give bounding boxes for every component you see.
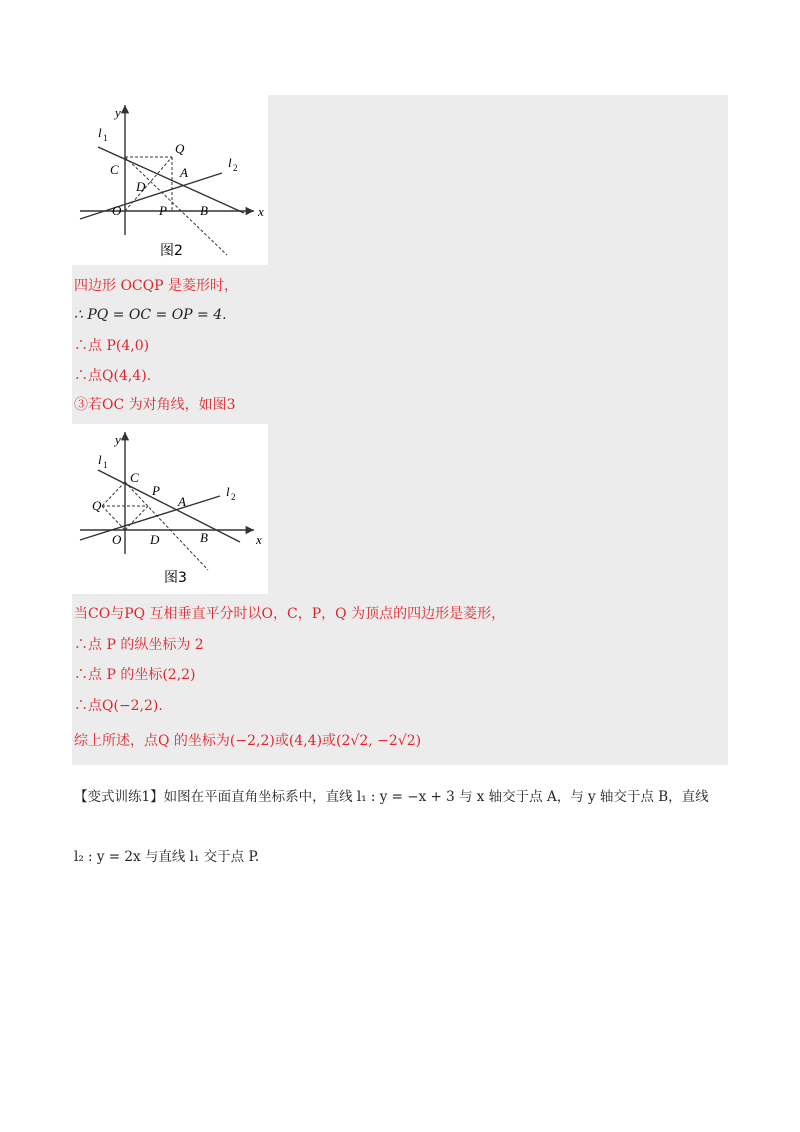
label-x: x [258,204,264,219]
label-y: y [115,105,121,120]
label-l2: l [228,155,232,170]
solution-line-7: ∴点 P 的纵坐标为 2 [74,637,204,653]
label-x: x [256,532,262,547]
dashed-diagonal [125,157,227,255]
figure-3-diagram [72,424,268,594]
solution-line-10: 综上所述，点Q 的坐标为(−2,2)或(4,4)或(2√2, −2√2) [74,733,422,749]
figure-2-diagram [72,95,268,265]
label-Q: Q [92,498,102,513]
figure-2 [72,95,268,265]
solution-line-4: ∴点Q(4,4). [74,368,152,384]
label-C: C [110,162,119,177]
label-B: B [200,203,208,218]
figure-3-caption: 图3 [164,570,187,586]
label-l1: l [98,452,102,467]
label-B: B [200,530,208,545]
solution-line-9: ∴点Q(−2,2). [74,698,163,714]
figure-2-caption: 图2 [160,243,183,259]
label-P: P [152,483,160,498]
label-A: A [178,494,186,509]
exercise-line-1: 【变式训练1】如图在平面直角坐标系中，直线 l₁ : y = −x + 3 与 x 轴交于点 A，与 y 轴交于点 B，直线 [74,789,709,805]
label-l1-sub: 1 [103,133,108,143]
label-Q: Q [175,141,185,156]
dashed-cq [102,482,125,506]
solution-line-5: ③若OC 为对角线，如图3 [74,397,236,413]
solution-line-6: 当CO与PQ 互相垂直平分时以O，C，P，Q 为顶点的四边形是菱形， [74,606,506,622]
label-l1-sub: 1 [103,460,108,470]
dashed-po [125,506,148,530]
label-C: C [130,470,139,485]
label-P: P [159,203,167,218]
label-l2-sub: 2 [231,492,236,502]
exercise-line-2: l₂ : y = 2x 与直线 l₁ 交于点 P. [74,849,260,865]
figure-3 [72,424,268,594]
label-D: D [136,179,146,194]
label-l2-sub: 2 [233,163,238,173]
label-D: D [150,532,160,547]
solution-line-8: ∴点 P 的坐标(2,2) [74,667,196,683]
label-A: A [180,165,188,180]
label-O: O [112,203,122,218]
label-y: y [115,432,121,447]
solution-line-1: 四边形 OCQP 是菱形时， [74,278,238,294]
solution-line-2: ∴ PQ = OC = OP = 4. [74,307,227,323]
label-l2: l [226,484,230,499]
solution-line-3: ∴点 P(4,0) [74,338,150,354]
label-l1: l [98,125,102,140]
label-O: O [112,532,122,547]
dashed-diagonal [125,482,208,570]
